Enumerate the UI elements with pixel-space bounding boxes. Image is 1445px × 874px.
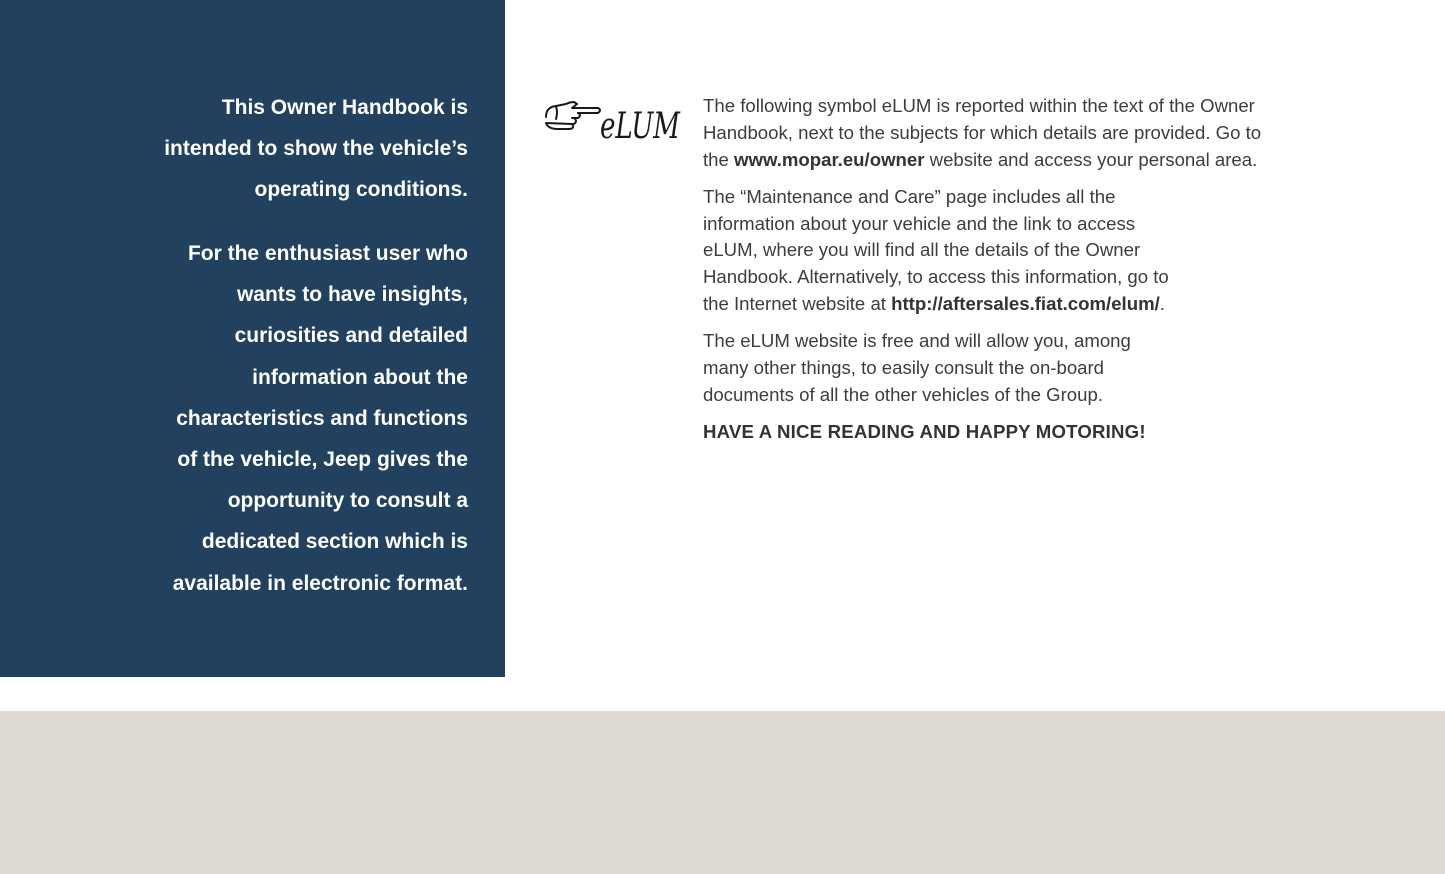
elum-logo: [544, 95, 682, 145]
text-line: [703, 291, 1403, 318]
elum-logo-text: eLUM: [600, 106, 681, 147]
aftersales-elum-link[interactable]: http://aftersales.fiat.com/elum/: [891, 293, 1160, 315]
text-line: Handbook. Alternatively, to access this information, go to: [703, 266, 1169, 288]
sidebar-line: wants to have insights,: [236, 283, 468, 307]
text-fragment: the: [703, 148, 735, 170]
text-fragment: .: [1159, 293, 1165, 315]
sidebar-line: characteristics and functions: [176, 406, 468, 430]
footer-band: [0, 711, 1445, 874]
sidebar-paragraph-purpose: [48, 87, 468, 211]
text-fragment: website and access your personal area.: [924, 148, 1258, 170]
sidebar-line: available in electronic format.: [172, 571, 468, 595]
text-line: The “Maintenance and Care” page includes all the: [703, 185, 1116, 207]
sidebar-paragraph-enthusiast: [48, 233, 468, 604]
text-fragment: the Internet website at: [703, 293, 892, 315]
text-line: The eLUM website is free and will allow you, among: [703, 330, 1131, 352]
sidebar-line: of the vehicle, Jeep gives the: [177, 448, 468, 472]
text-line: eLUM, where you will find all the details of the Owner: [703, 239, 1141, 261]
sidebar-line: intended to show the vehicle’s: [164, 137, 468, 161]
intro-paragraph: [703, 93, 1403, 173]
mopar-owner-link[interactable]: www.mopar.eu/owner: [734, 148, 925, 170]
elum-website-paragraph: [703, 328, 1403, 408]
sidebar-line: For the enthusiast user who: [187, 242, 468, 265]
text-line: The following symbol eLUM is reported within the text of the Owner: [703, 95, 1255, 116]
text-line: information about your vehicle and the link to access: [703, 212, 1136, 234]
intro-sidebar: [0, 0, 505, 677]
closing-message: HAVE A NICE READING AND HAPPY MOTORING!: [703, 421, 1146, 443]
text-line: many other things, to easily consult the on-board: [703, 357, 1105, 379]
sidebar-line: opportunity to consult a: [227, 489, 468, 513]
text-line: Handbook, next to the subjects for which details are provided. Go to: [703, 121, 1262, 143]
sidebar-line: curiosities and detailed: [234, 324, 468, 348]
text-line: [703, 147, 1403, 174]
sidebar-line: information about the: [252, 365, 468, 389]
sidebar-line: operating conditions.: [254, 178, 468, 202]
text-line: documents of all the other vehicles of the Group.: [703, 383, 1103, 405]
sidebar-line: dedicated section which is: [201, 530, 468, 554]
sidebar-line: This Owner Handbook is: [221, 96, 468, 119]
maintenance-paragraph: [703, 184, 1403, 318]
pointing-hand-icon: [546, 102, 600, 129]
main-content: [703, 93, 1403, 457]
